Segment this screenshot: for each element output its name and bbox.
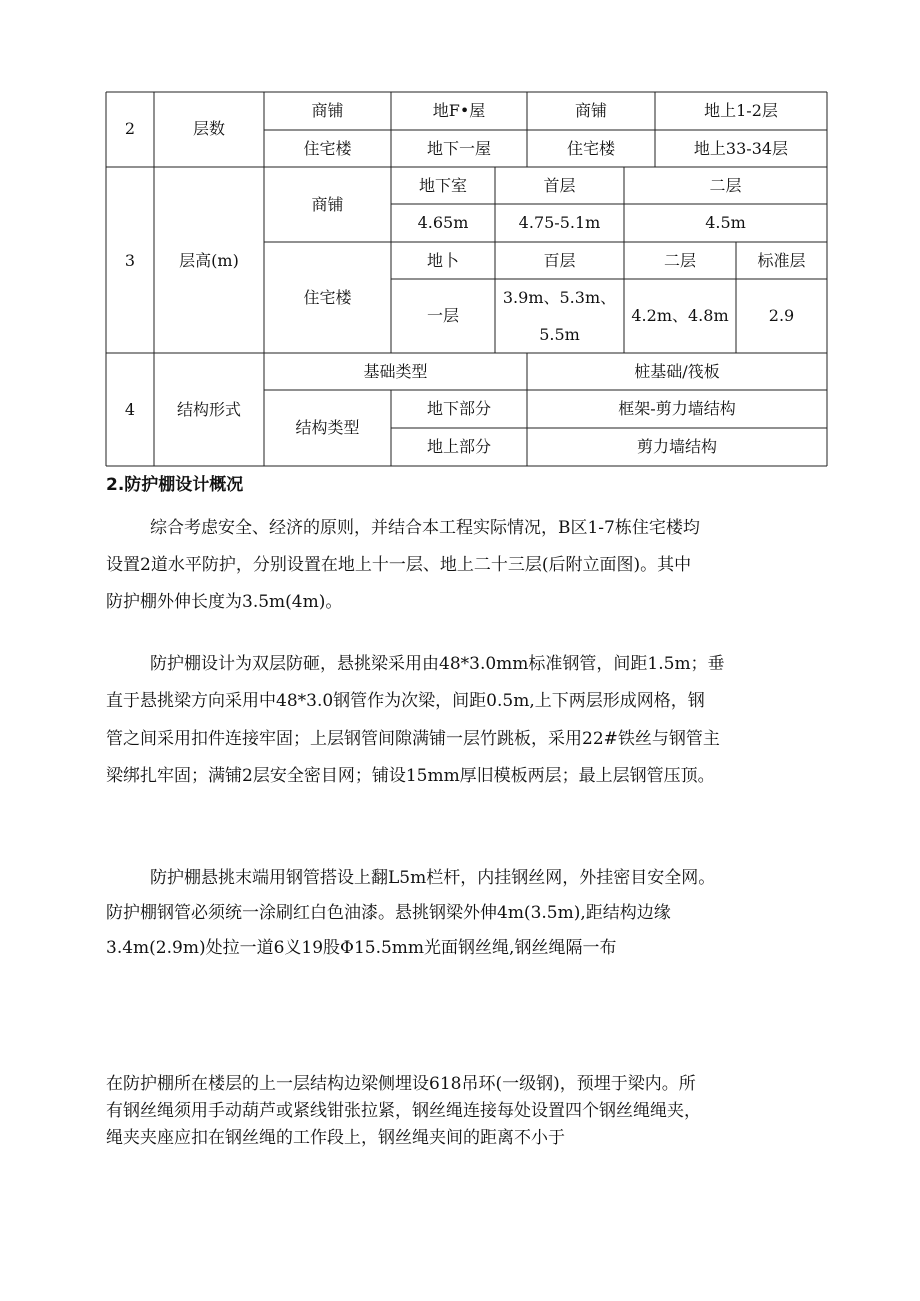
row3-shop-h3: 二层 (709, 176, 742, 195)
row4-foundation-label: 基础类型 (363, 362, 428, 381)
row3-res-v4: 2.9 (768, 306, 795, 325)
row4-above-label: 地上部分 (426, 437, 491, 456)
row3-res-v1: 一层 (426, 306, 459, 325)
row3-shop-h1: 地下室 (418, 176, 467, 195)
row4-item: 结构形式 (176, 400, 241, 419)
row2-sub1-c1: 地F•屋 (432, 101, 486, 120)
row3-res-v2-line1: 3.9m、5.3m、 (502, 288, 617, 307)
section-heading: 2.防护棚设计概况 (106, 475, 244, 495)
row3-shop-v2: 4.75-5.1m (518, 213, 601, 232)
paragraph-4 (106, 1071, 828, 1152)
paragraph-3 (106, 861, 828, 966)
paragraph-line: 设置2道水平防护，分别设置在地上十一层、地上二十三层(后附立面图)。其中 (106, 555, 692, 575)
row3-res-h4: 标准层 (757, 251, 806, 270)
row2-item: 层数 (192, 119, 225, 138)
paragraph-line: 绳夹夹座应扣在钢丝绳的工作段上，钢丝绳夹间的距离不小于 (106, 1128, 565, 1148)
paragraph-line: 3.4m(2.9m)处拉一道6义19股Φ15.5mm光面钢丝绳,钢丝绳隔一布 (106, 938, 617, 958)
paragraph-line: 在防护棚所在楼层的上一层结构边梁侧埋设618吊环(一级钢)，预埋于梁内。所 (106, 1074, 696, 1094)
row3-res-v3: 4.2m、4.8m (631, 306, 729, 325)
row3-res-h2: 百层 (543, 251, 576, 270)
row2-sub2-c1: 地下一屋 (426, 139, 491, 158)
row2-sub2-label: 住宅楼 (303, 139, 352, 158)
row2-sub1-c2: 商铺 (574, 101, 607, 120)
paragraph-line: 有钢丝绳须用手动葫芦或紧线钳张拉紧，钢丝绳连接每处设置四个钢丝绳绳夹， (106, 1101, 701, 1121)
paragraph-line: 管之间采用扣件连接牢固；上层钢管间隙满铺一层竹跳板，采用22#铁丝与钢管主 (106, 728, 720, 749)
row3-shop-v1: 4.65m (417, 213, 469, 232)
row4-below-label: 地下部分 (426, 399, 491, 418)
row4-foundation-value: 桩基础/筏板 (634, 362, 720, 381)
row4-above-value: 剪力墙结构 (636, 437, 717, 456)
paragraph-line: 防护棚悬挑末端用钢管搭设上翻L5m栏杆，内挂钢丝网，外挂密目安全网。 (150, 868, 716, 888)
row2-sub1-label: 商铺 (311, 101, 344, 120)
paragraph-line: 防护棚钢管必须统一涂刷红白色油漆。悬挑钢梁外伸4m(3.5m),距结构边缘 (106, 903, 671, 923)
paragraph-line: 综合考虑安全、经济的原则，并结合本工程实际情况，B区1-7栋住宅楼均 (150, 518, 700, 538)
row3-item: 层高(m) (179, 251, 239, 270)
row3-res-v2-line2: 5.5m (539, 325, 580, 344)
row3-shop-h2: 首层 (543, 176, 576, 195)
paragraph-line: 防护棚外伸长度为3.5m(4m)。 (106, 592, 343, 612)
row2-sub2-c2: 住宅楼 (566, 139, 615, 158)
row3-shop-v3: 4.5m (705, 213, 746, 232)
row3-number: 3 (124, 251, 136, 270)
row4-structure-label: 结构类型 (295, 418, 360, 437)
row4-number: 4 (124, 400, 136, 419)
row4-below-value: 框架-剪力墙结构 (618, 399, 736, 418)
row3-res-h3: 二层 (663, 251, 696, 270)
row3-shop-label: 商铺 (311, 195, 344, 214)
paragraph-line: 直于悬挑梁方向采用中48*3.0钢管作为次梁，间距0.5m,上下两层形成网格，钢 (106, 691, 705, 712)
paragraph-line: 防护棚设计为双层防砸，悬挑梁采用由48*3.0mm标准钢管，间距1.5m；垂 (150, 654, 725, 674)
row2-number: 2 (124, 119, 136, 138)
row2-sub2-c3: 地上33-34层 (693, 139, 789, 158)
row3-res-label: 住宅楼 (303, 288, 352, 307)
paragraph-1 (106, 510, 828, 621)
paragraph-line: 梁绑扎牢固；满铺2层安全密目网；铺设15mm厚旧模板两层；最上层钢管压顶。 (106, 765, 715, 786)
row2-sub1-c3: 地上1-2层 (704, 101, 778, 120)
row3-res-h1: 地卜 (426, 251, 459, 270)
paragraph-2 (106, 646, 828, 795)
